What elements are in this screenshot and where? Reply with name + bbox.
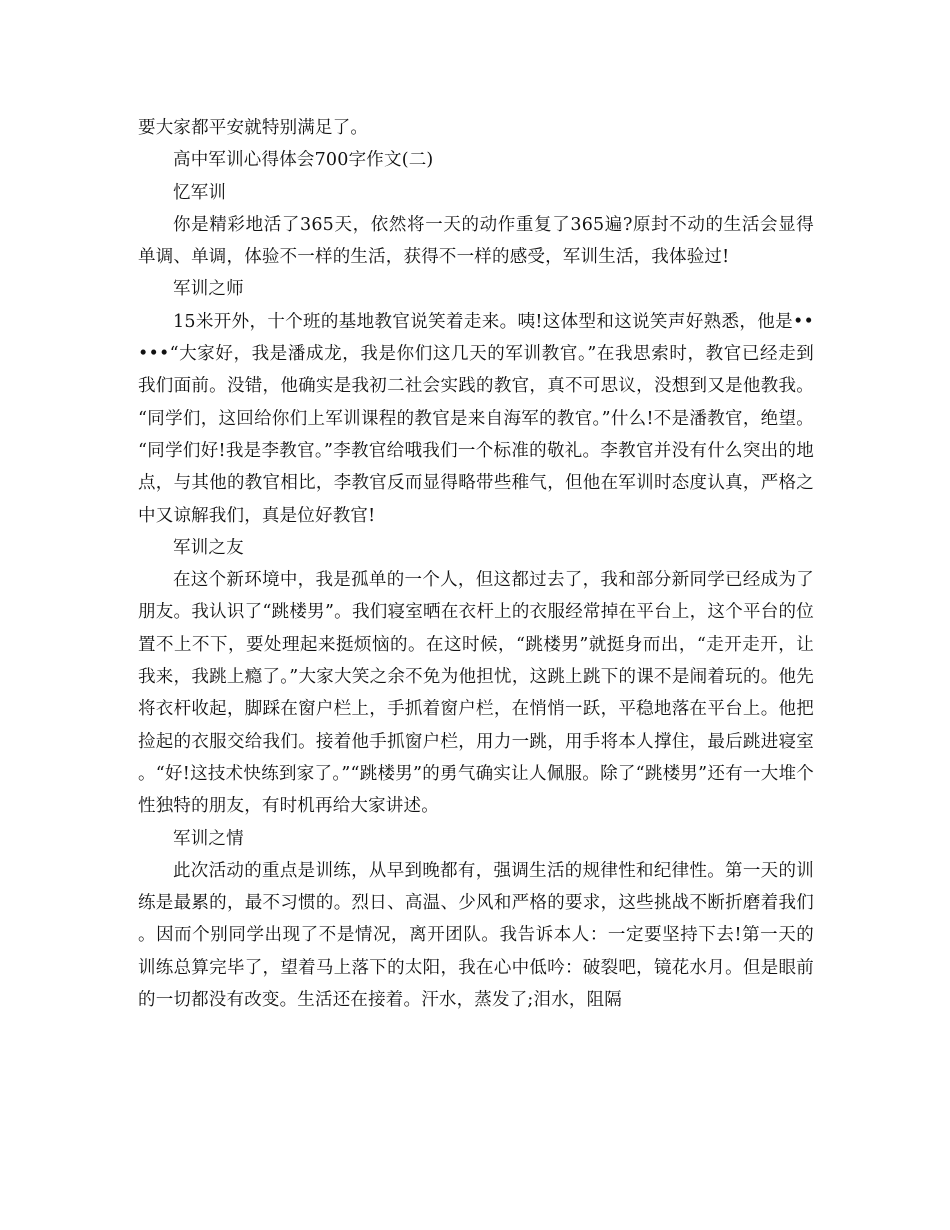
paragraph-teacher: 15米开外，十个班的基地教官说笑着走来。咦!这体型和这说笑声好熟悉，他是•••••“大家好，我是潘成龙，我是你们这几天的军训教官。”在我思索时，教官已经走到我们面前。没错，他确实是我初二社会实践的教官，真不可思议，没想到又是他教我。“同学们，这回给你们上军训课程的教官是来自海军的教官。”什么!不是潘教官，绝望。“同学们好!我是李教官。”李教官给哦我们一个标准的敬礼。李教官并没有什么突出的地点，与其他的教官相比，李教官反而显得略带些稚气，但他在军训时态度认真，严格之中又谅解我们，真是位好教官! — [138, 311, 814, 526]
essay-title: 高中军训心得体会700字作文(二) — [173, 150, 434, 171]
paragraph-friend: 在这个新环境中，我是孤单的一个人，但这都过去了，我和部分新同学已经成为了朋友。我认识了“跳楼男”。我们寝室晒在衣杆上的衣服经常掉在平台上，这个平台的位置不上不下，要处理起来挺烦恼的。在这时候，“跳楼男”就挺身而出，“走开走开，让我来，我跳上瘾了。”大家大笑之余不免为他担忧，这跳上跳下的课不是闹着玩的。他先将衣杆收起，脚踩在窗户栏上，手抓着窗户栏，在悄悄一跃，平稳地落在平台上。他把捡起的衣服交给我们。接着他手抓窗户栏，用力一跳，用手将本人撑住，最后跳进寝室。“好!这技术快练到家了。”“跳楼男”的勇气确实让人佩服。除了“跳楼男”还有一大堆个性独特的朋友，有时机再给大家讲述。 — [138, 570, 814, 817]
document-page — [138, 112, 814, 1016]
paragraph-continuation: 要大家都平安就特别满足了。 — [138, 118, 369, 138]
essay-subtitle: 忆军训 — [173, 182, 227, 203]
section-heading-teacher: 军训之师 — [173, 279, 244, 300]
paragraph-intro: 你是精彩地活了365天，依然将一天的动作重复了365遍?原封不动的生活会显得单调、单调，体验不一样的生活，获得不一样的感受，军训生活，我体验过! — [138, 214, 814, 268]
paragraph-feeling: 此次活动的重点是训练，从早到晚都有，强调生活的规律性和纪律性。第一天的训练是最累的，最不习惯的。烈日、高温、少风和严格的要求，这些挑战不断折磨着我们。因而个别同学出现了不是情况，离开团队。我告诉本人：一定要坚持下去!第一天的训练总算完毕了，望着马上落下的太阳，我在心中低吟：破裂吧，镜花水月。但是眼前的一切都没有改变。生活还在接着。汗水，蒸发了;泪水，阻隔 — [138, 860, 814, 1011]
section-heading-friend: 军训之友 — [173, 537, 244, 558]
section-heading-feeling: 军训之情 — [173, 828, 244, 849]
